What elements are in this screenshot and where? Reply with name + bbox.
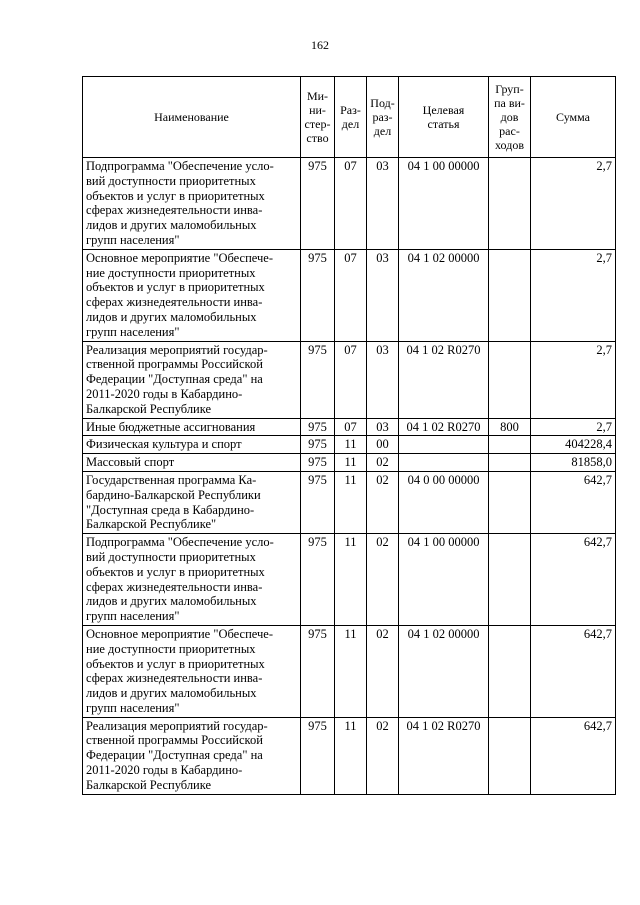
header-amount: Сумма <box>531 77 616 158</box>
cell-subsection: 02 <box>367 717 399 794</box>
cell-name: Реализация мероприятий государ- ственной программы Российской Федерации "Доступная среда" на 2011-2020 годы в Кабардино- Балкарской Республике <box>83 717 301 794</box>
cell-expense-group <box>489 341 531 418</box>
page-number: 162 <box>311 38 329 52</box>
cell-subsection: 03 <box>367 158 399 250</box>
cell-article: 04 1 02 00000 <box>399 249 489 341</box>
cell-subsection: 03 <box>367 418 399 436</box>
cell-expense-group <box>489 454 531 472</box>
cell-amount: 642,7 <box>531 717 616 794</box>
cell-article: 04 1 02 R0270 <box>399 717 489 794</box>
cell-article: 04 1 00 00000 <box>399 158 489 250</box>
cell-article: 04 1 02 R0270 <box>399 341 489 418</box>
table-header <box>83 77 616 158</box>
cell-name: Основное мероприятие "Обеспече- ние доступности приоритетных объектов и услуг в приоритетных сферах жизнедеятельности инва- лидов и других маломобильных групп населения" <box>83 625 301 717</box>
cell-amount: 404228,4 <box>531 436 616 454</box>
header-section: Раз- дел <box>335 77 367 158</box>
cell-ministry: 975 <box>301 436 335 454</box>
cell-section: 11 <box>335 534 367 626</box>
cell-section: 11 <box>335 717 367 794</box>
cell-name: Подпрограмма "Обеспечение усло- вий доступности приоритетных объектов и услуг в приоритетных сферах жизнедеятельности инва- лидов и других маломобильных групп населения" <box>83 158 301 250</box>
header-subsection: Под- раз- дел <box>367 77 399 158</box>
cell-name: Государственная программа Ка- бардино-Балкарской Республики "Доступная среда в Кабардино- Балкарской Республике" <box>83 471 301 533</box>
cell-ministry: 975 <box>301 717 335 794</box>
cell-section: 11 <box>335 625 367 717</box>
table-row <box>83 471 616 533</box>
cell-subsection: 02 <box>367 625 399 717</box>
budget-table <box>82 76 616 795</box>
cell-expense-group <box>489 471 531 533</box>
cell-section: 07 <box>335 158 367 250</box>
cell-article: 04 1 02 R0270 <box>399 418 489 436</box>
cell-subsection: 02 <box>367 534 399 626</box>
cell-name: Основное мероприятие "Обеспече- ние доступности приоритетных объектов и услуг в приоритетных сферах жизнедеятельности инва- лидов и других маломобильных групп населения" <box>83 249 301 341</box>
header-article: Целевая статья <box>399 77 489 158</box>
cell-expense-group <box>489 625 531 717</box>
cell-subsection: 00 <box>367 436 399 454</box>
cell-name: Массовый спорт <box>83 454 301 472</box>
table-row <box>83 454 616 472</box>
cell-ministry: 975 <box>301 249 335 341</box>
cell-section: 07 <box>335 341 367 418</box>
cell-expense-group <box>489 436 531 454</box>
cell-subsection: 03 <box>367 341 399 418</box>
table-row <box>83 341 616 418</box>
cell-expense-group: 800 <box>489 418 531 436</box>
cell-section: 11 <box>335 436 367 454</box>
cell-article: 04 1 02 00000 <box>399 625 489 717</box>
cell-expense-group <box>489 158 531 250</box>
cell-article: 04 1 00 00000 <box>399 534 489 626</box>
cell-name: Иные бюджетные ассигнования <box>83 418 301 436</box>
cell-ministry: 975 <box>301 471 335 533</box>
cell-expense-group <box>489 249 531 341</box>
cell-section: 11 <box>335 454 367 472</box>
cell-name: Реализация мероприятий государ- ственной программы Российской Федерации "Доступная среда" на 2011-2020 годы в Кабардино- Балкарской Республике <box>83 341 301 418</box>
header-row <box>83 77 616 158</box>
cell-ministry: 975 <box>301 534 335 626</box>
cell-ministry: 975 <box>301 341 335 418</box>
cell-amount: 642,7 <box>531 471 616 533</box>
cell-article: 04 0 00 00000 <box>399 471 489 533</box>
cell-amount: 642,7 <box>531 534 616 626</box>
cell-section: 07 <box>335 249 367 341</box>
cell-subsection: 03 <box>367 249 399 341</box>
table-row <box>83 625 616 717</box>
cell-amount: 642,7 <box>531 625 616 717</box>
cell-expense-group <box>489 717 531 794</box>
table-row <box>83 717 616 794</box>
table-row <box>83 534 616 626</box>
cell-name: Подпрограмма "Обеспечение усло- вий доступности приоритетных объектов и услуг в приоритетных сферах жизнедеятельности инва- лидов и других маломобильных групп населения" <box>83 534 301 626</box>
table-row <box>83 418 616 436</box>
table-row <box>83 249 616 341</box>
cell-name: Физическая культура и спорт <box>83 436 301 454</box>
cell-article <box>399 454 489 472</box>
cell-amount: 2,7 <box>531 249 616 341</box>
cell-subsection: 02 <box>367 454 399 472</box>
cell-article <box>399 436 489 454</box>
header-expense-group: Груп- па ви- дов рас- ходов <box>489 77 531 158</box>
table-row <box>83 436 616 454</box>
table-body <box>83 158 616 795</box>
cell-ministry: 975 <box>301 625 335 717</box>
cell-ministry: 975 <box>301 454 335 472</box>
cell-amount: 2,7 <box>531 158 616 250</box>
cell-expense-group <box>489 534 531 626</box>
cell-section: 11 <box>335 471 367 533</box>
cell-section: 07 <box>335 418 367 436</box>
header-ministry: Ми- ни- стер- ство <box>301 77 335 158</box>
cell-amount: 81858,0 <box>531 454 616 472</box>
header-name: Наименование <box>83 77 301 158</box>
cell-amount: 2,7 <box>531 418 616 436</box>
cell-amount: 2,7 <box>531 341 616 418</box>
cell-ministry: 975 <box>301 418 335 436</box>
table-row <box>83 158 616 250</box>
cell-ministry: 975 <box>301 158 335 250</box>
cell-subsection: 02 <box>367 471 399 533</box>
